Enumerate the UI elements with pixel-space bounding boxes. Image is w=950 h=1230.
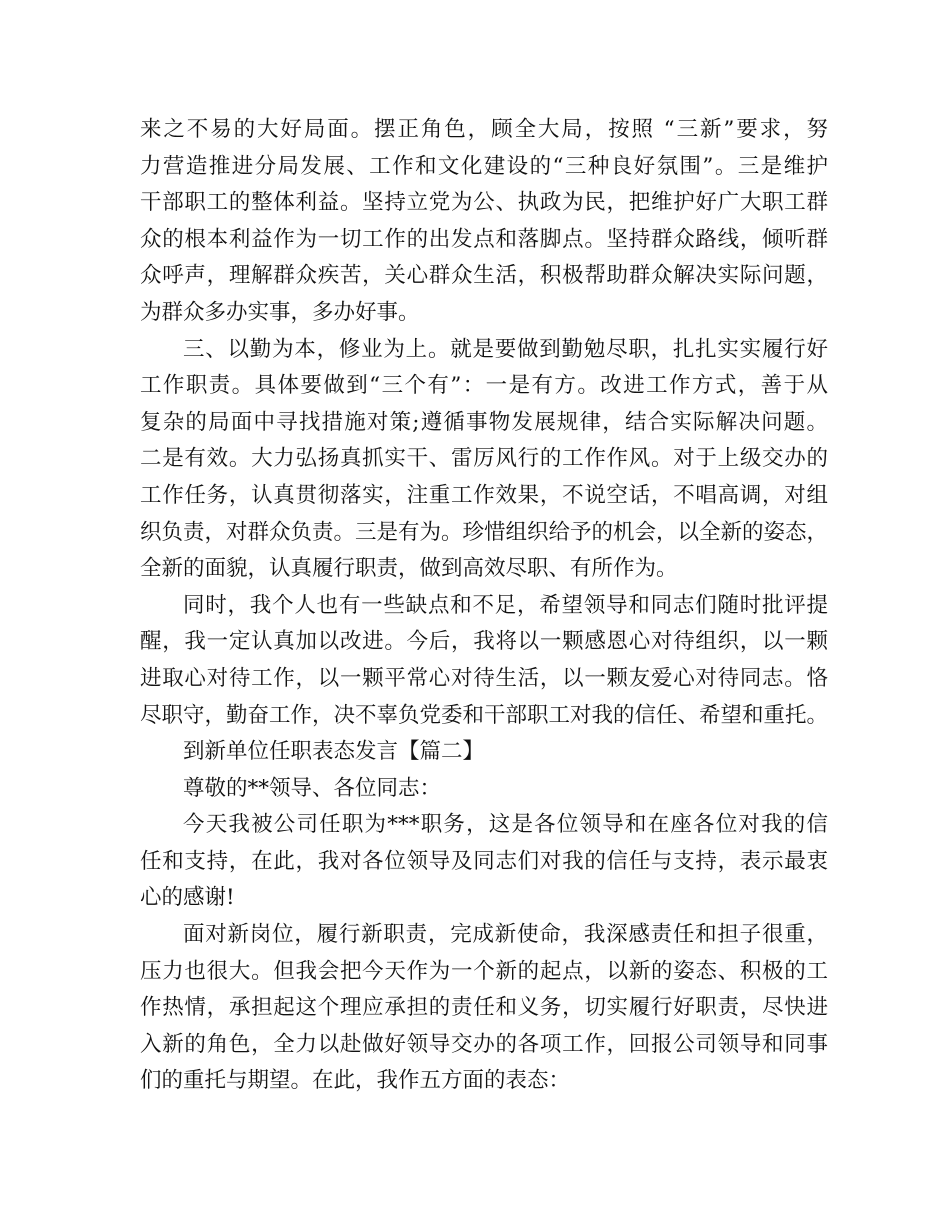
text-line: 压力也很大。但我会把今天作为一个新的起点，以新的姿态、积极的工 bbox=[140, 958, 828, 984]
text-line: 同时，我个人也有一些缺点和不足，希望领导和同志们随时批评提 bbox=[183, 592, 828, 618]
text-line: 心的感谢! bbox=[140, 885, 235, 911]
text-line: 干部职工的整体利益。坚持立党为公、执政为民，把维护好广大职工群 bbox=[140, 190, 828, 216]
text-line: 工作任务，认真贯彻落实，注重工作效果，不说空话，不唱高调，对组 bbox=[140, 482, 828, 508]
text-line: 织负责，对群众负责。三是有为。珍惜组织给予的机会，以全新的姿态， bbox=[140, 519, 828, 545]
text-line: 力营造推进分局发展、工作和文化建设的“三种良好氛围”。三是维护 bbox=[140, 153, 828, 179]
text-line: 今天我被公司任职为***职务，这是各位领导和在座各位对我的信 bbox=[183, 812, 828, 838]
text-line: 复杂的局面中寻找措施对策;遵循事物发展规律，结合实际解决问题。 bbox=[140, 409, 828, 435]
text-line: 工作职责。具体要做到“三个有”：一是有方。改进工作方式，善于从 bbox=[140, 373, 828, 399]
text-line: 们的重托与期望。在此，我作五方面的表态： bbox=[140, 1068, 571, 1094]
text-line: 醒，我一定认真加以改进。今后，我将以一颗感恩心对待组织，以一颗 bbox=[140, 629, 828, 655]
text-line: 全新的面貌，认真履行职责，做到高效尽职、有所作为。 bbox=[140, 556, 678, 582]
text-line: 作热情，承担起这个理应承担的责任和义务，切实履行好职责，尽快进 bbox=[140, 995, 828, 1021]
text-line: 到新单位任职表态发言【篇二】 bbox=[183, 739, 485, 765]
text-line: 来之不易的大好局面。摆正角色，顾全大局，按照 “三新”要求，努 bbox=[140, 117, 828, 142]
text-line: 面对新岗位，履行新职责，完成新使命，我深感责任和担子很重， bbox=[183, 922, 828, 948]
text-line: 入新的角色，全力以赴做好领导交办的各项工作，回报公司领导和同事 bbox=[140, 1031, 828, 1057]
text-line: 众的根本利益作为一切工作的出发点和落脚点。坚持群众路线，倾听群 bbox=[140, 226, 828, 252]
text-line: 三、以勤为本，修业为上。就是要做到勤勉尽职，扎扎实实履行好 bbox=[183, 336, 828, 362]
text-line: 进取心对待工作，以一颗平常心对待生活，以一颗友爱心对待同志。恪 bbox=[140, 665, 828, 691]
text-line: 为群众多办实事，多办好事。 bbox=[140, 299, 420, 325]
document-body bbox=[140, 112, 840, 1100]
text-line: 任和支持，在此，我对各位领导及同志们对我的信任与支持，表示最衷 bbox=[140, 848, 828, 874]
text-line: 二是有效。大力弘扬真抓实干、雷厉风行的工作作风。对于上级交办的 bbox=[140, 446, 828, 472]
text-line: 众呼声，理解群众疾苦，关心群众生活，积极帮助群众解决实际问题， bbox=[140, 263, 828, 289]
text-line: 尊敬的**领导、各位同志： bbox=[183, 775, 442, 801]
text-line: 尽职守，勤奋工作，决不辜负党委和干部职工对我的信任、希望和重托。 bbox=[140, 702, 828, 728]
